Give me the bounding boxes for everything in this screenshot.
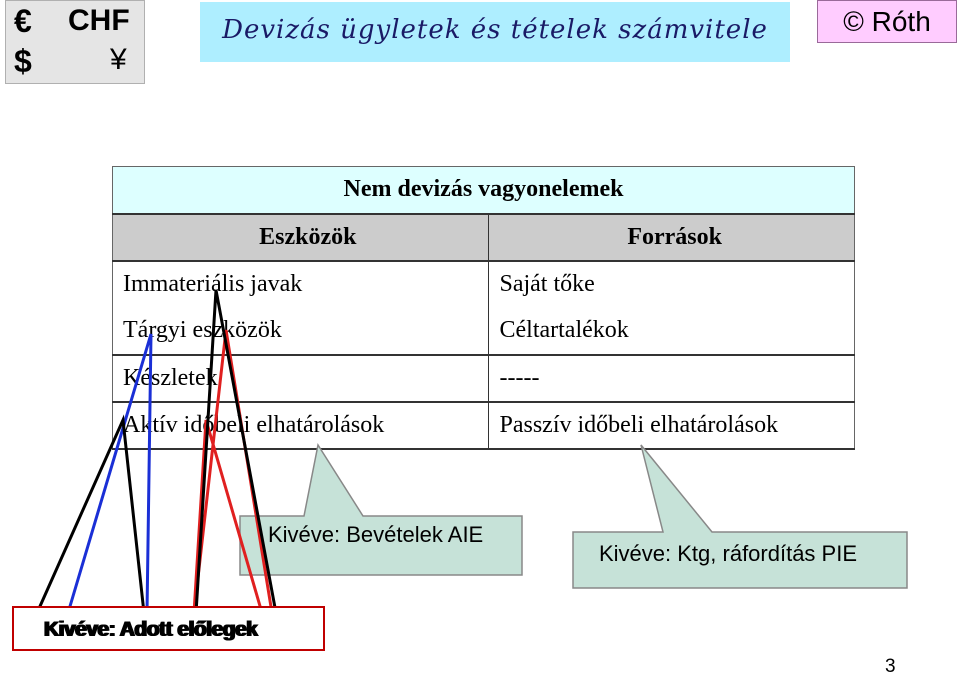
slide-title: Devizás ügyletek és tételek számvitele [222,15,768,45]
asset-cell: Készletek [113,355,489,402]
chf-symbol: CHF [68,4,130,37]
dollar-symbol: $ [14,43,32,79]
source-cell: Céltartalékok [489,308,855,355]
yen-symbol: ¥ [110,43,127,76]
assets-heading: Eszközök [113,214,489,261]
aie-callout-text: Kivéve: Bevételek AIE [268,522,484,547]
source-cell: Passzív időbeli elhatárolások [489,402,855,449]
author-label: © Róth [843,6,931,37]
advance-payments-label: Kivéve: Adott előlegek [44,618,258,641]
source-cell: ----- [489,355,855,402]
pie-callout-text: Kivéve: Ktg, ráfordítás PIE [599,541,858,566]
asset-cell: Aktív időbeli elhatárolások [113,402,489,449]
source-cell: Saját tőke [489,261,855,308]
advance-payments-box [12,606,325,651]
page-number: 3 [885,656,896,677]
asset-cell: Tárgyi eszközök [113,308,489,355]
table-header: Nem devizás vagyonelemek [113,167,855,214]
aie-callout-shape [240,445,522,575]
asset-cell: Immateriális javak [113,261,489,308]
sources-heading: Források [489,214,855,261]
euro-symbol: € [14,3,32,39]
